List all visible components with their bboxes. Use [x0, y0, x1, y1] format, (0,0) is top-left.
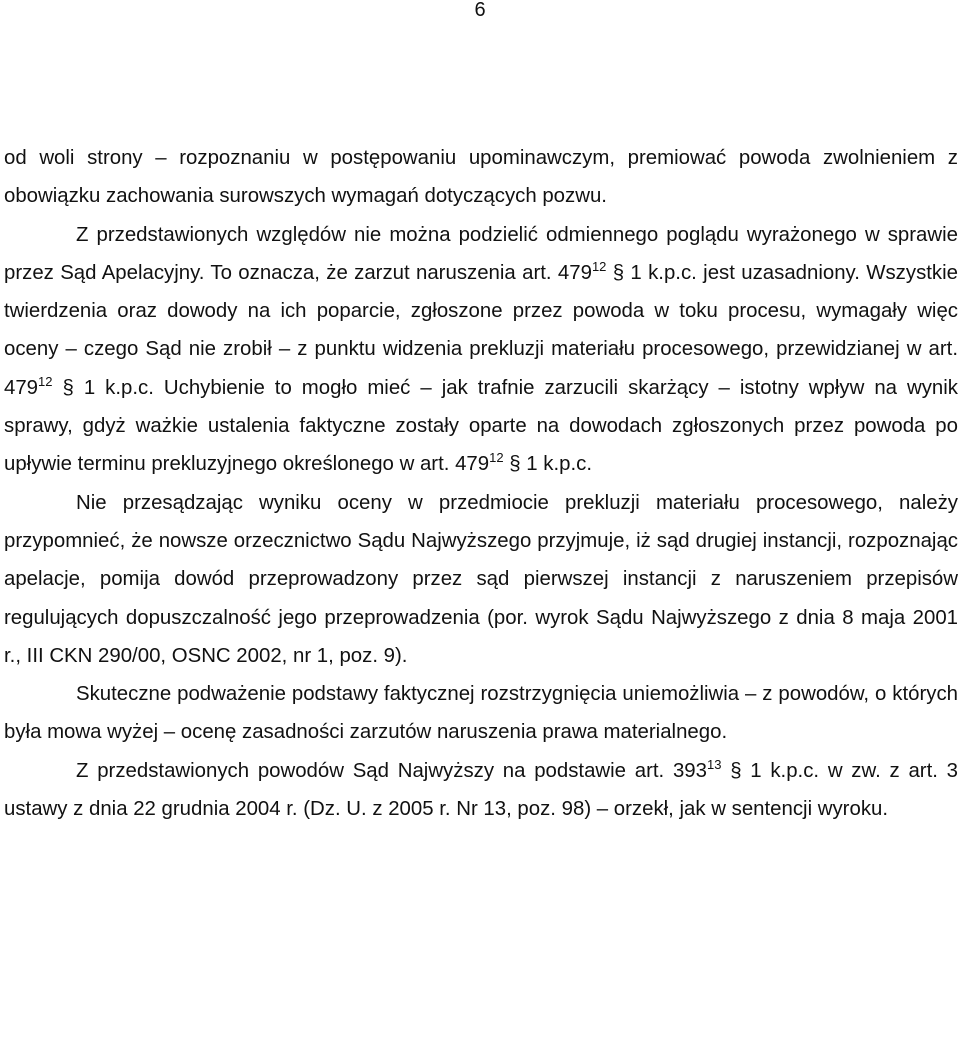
text-segment: Z przedstawionych względów nie można podzielić odmiennego poglądu wyrażonego w sprawie przez Sąd Apelacyjny. To oznacza, że zarzut naruszenia art. 479: [4, 223, 958, 284]
text-segment: Z przedstawionych powodów Sąd Najwyższy na podstawie art. 393: [76, 759, 707, 782]
paragraph: [4, 675, 958, 752]
text-segment: § 1 k.p.c.: [503, 453, 592, 476]
paragraph: [4, 139, 958, 216]
text-segment: Skuteczne podważenie podstawy faktycznej rozstrzygnięcia uniemożliwia – z powodów, o których była mowa wyżej – ocenę zasadności zarzutów naruszenia prawa materialnego.: [4, 683, 958, 744]
text-segment: § 1 k.p.c. Uchybienie to mogło mieć – jak trafnie zarzucili skarżący – istotny wpływ na wynik sprawy, gdyż ważkie ustalenia faktyczne zostały oparte na dowodach zgłoszonych przez powoda po upływie terminu prekluzyjnego określonego w art. 479: [4, 376, 958, 476]
paragraph: [4, 484, 958, 675]
page-number: 6: [474, 0, 486, 21]
superscript: 12: [38, 373, 53, 389]
superscript: 12: [489, 450, 504, 466]
paragraph: [4, 216, 958, 484]
text-segment: § 1 k.p.c. jest uzasadniony. Wszystkie twierdzenia oraz dowody na ich poparcie, zgłoszone przez powoda w toku procesu, wymagały więc oceny – czego Sąd nie zrobił – z punktu widzenia prekluzji materiału procesowego, przewidzianej w art. 479: [4, 261, 958, 399]
superscript: 13: [706, 756, 722, 772]
paragraph: [4, 752, 958, 829]
superscript: 12: [591, 258, 607, 274]
document-body: [4, 139, 958, 828]
text-segment: Nie przesądzając wyniku oceny w przedmiocie prekluzji materiału procesowego, należy przypomnieć, że nowsze orzecznictwo Sądu Najwyższego przyjmuje, iż sąd drugiej instancji, rozpoznając apelacje, pomija dowód przeprowadzony przez sąd pierwszej instancji z naruszeniem przepisów regulujących dopuszczalność jego przeprowadzenia (por. wyrok Sądu Najwyższego z dnia 8 maja 2001 r., III CKN 290/00, OSNC 2002, nr 1, poz. 9).: [4, 491, 958, 667]
text-segment: § 1 k.p.c. w zw. z art. 3 ustawy z dnia 22 grudnia 2004 r. (Dz. U. z 2005 r. Nr 13, poz. 98) – orzekł, jak w sentencji wyroku.: [4, 759, 958, 821]
text-segment: od woli strony – rozpoznaniu w postępowaniu upominawczym, premiować powoda zwolnieniem z obowiązku zachowania surowszych wymagań dotyczących pozwu.: [4, 147, 958, 208]
